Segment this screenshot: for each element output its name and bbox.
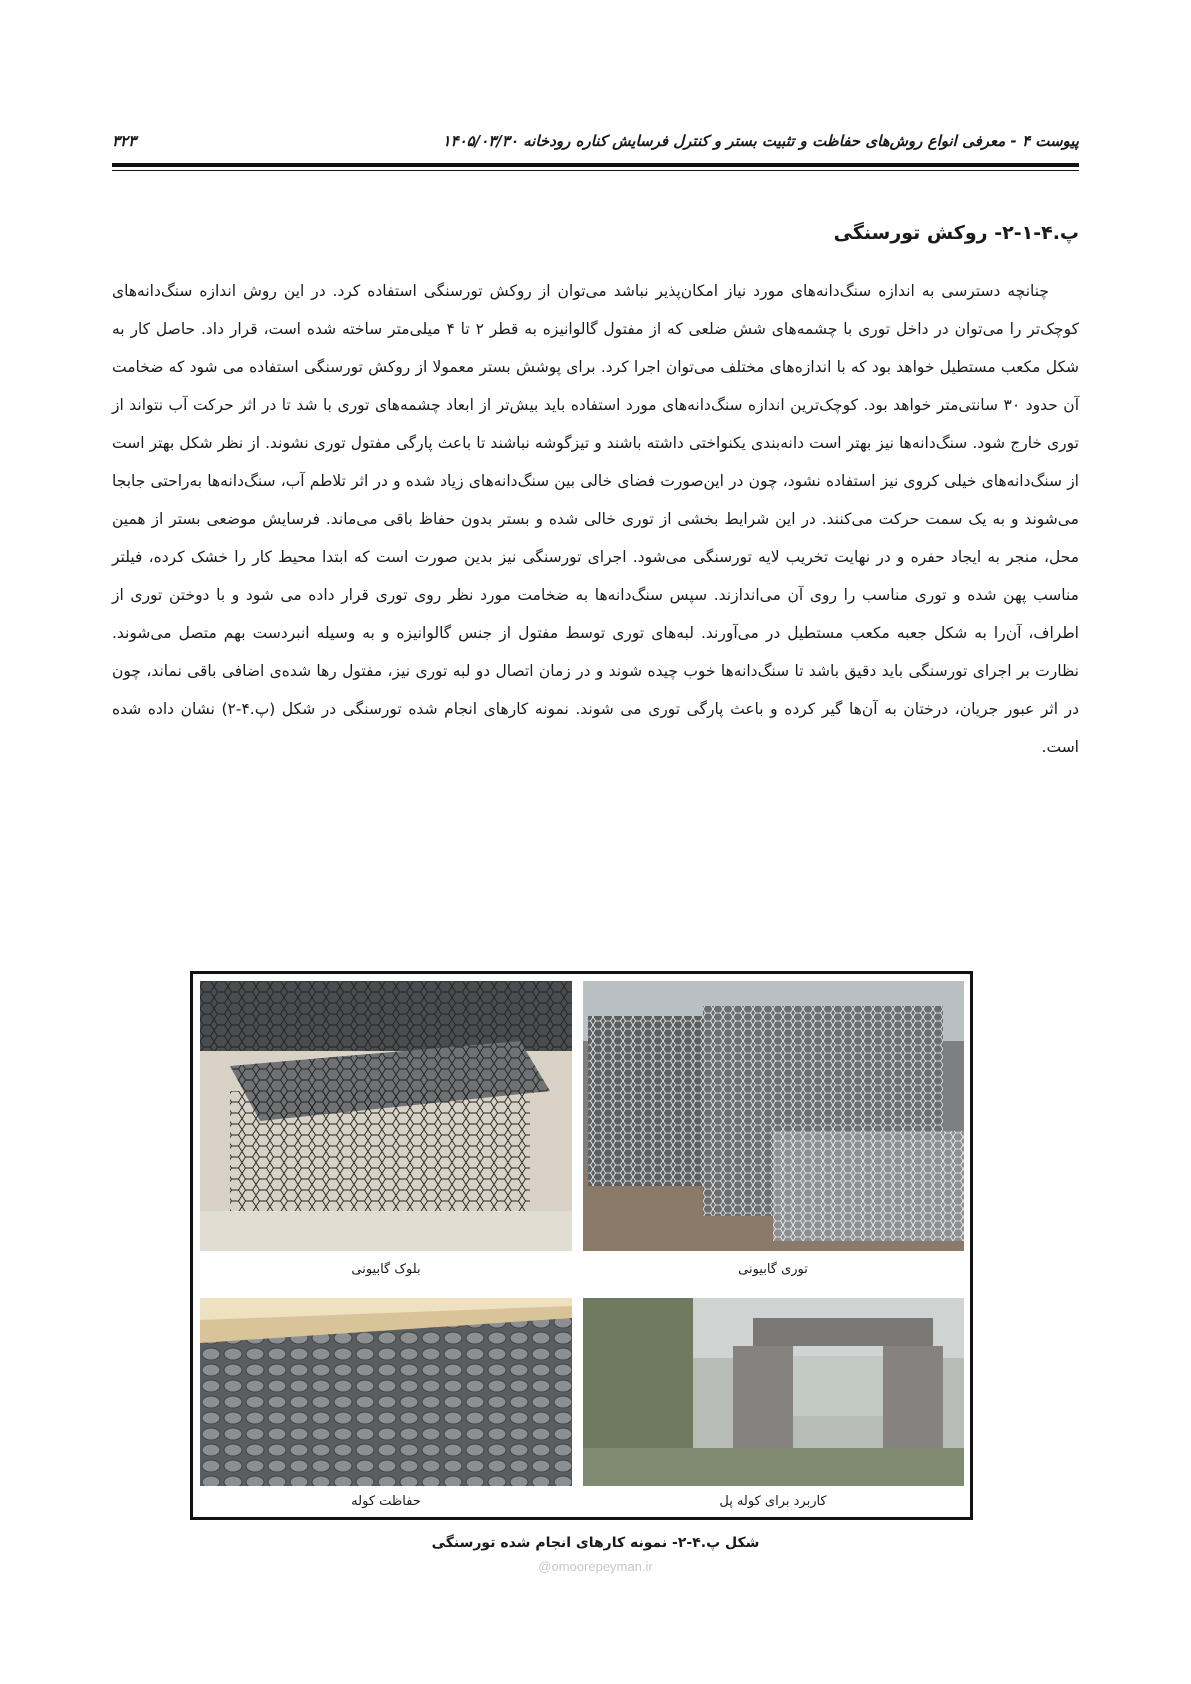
watermark: @omoorepeyman.ir	[538, 1559, 653, 1574]
header-title: پیوست ۴ - معرفی انواع روش‌های حفاظت و تثبیت بستر و کنترل فرسایش کناره رودخانه ۱۴۰۵/۰۳/۳۰	[442, 132, 1079, 150]
section-heading: پ.۴-۱-۲- روکش تورسنگی	[833, 222, 1079, 244]
page-number: ۳۲۳	[112, 132, 137, 150]
photo-bridge-abutment	[583, 1298, 964, 1486]
figure-caption: شکل پ.۴-۲- نمونه کارهای انجام شده تورسنگی	[431, 1535, 760, 1551]
header-rule-thin	[112, 170, 1079, 171]
body-paragraph: چنانچه دسترسی به اندازه سنگ‌دانه‌های مورد نیاز امکان‌پذیر نباشد می‌توان از روکش تورسنگی استفاده کرد. در این روش اندازه سنگ‌دانه‌های کوچک‌تر را می‌توان در داخل توری با چشمه‌های شش ضلعی که از مفتول گالوانیزه به قطر ۲ تا ۴ میلی‌متر ساخته شده است، قرار داد. حاصل کار به شکل مکعب مستطیل خواهد بود که با اندازه‌های مختلف می‌توان اجرا کرد. برای پوشش بستر معمولا از روکش تورسنگی استفاده می شود که ضخامت آن حدود ۳۰ سانتی‌متر خواهد بود. کوچک‌ترین اندازه سنگ‌دانه‌های مورد استفاده باید بیش‌تر از ابعاد چشمه‌های توری با شد تا در اثر حرکت آب نتواند از توری خارج شود. سنگ‌دانه‌ها نیز بهتر است دانه‌بندی یکنواختی داشته باشند و تیزگوشه نباشند تا باعث پارگی مفتول توری نشوند. از نظر شکل بهتر است از سنگ‌دانه‌های خیلی کروی نیز استفاده نشود، چون در این‌صورت فضای خالی بین سنگ‌دانه‌های زیاد شده و در اثر تلاطم آب، سنگ‌دانه‌ها به‌راحتی جابجا می‌شوند و به یک سمت حرکت می‌کنند. در این شرایط بخشی از توری خالی شده و بستر بدون حفاظ باقی می‌ماند. فرسایش موضعی بستر از همین محل، منجر به ایجاد حفره و در نهایت تخریب لایه تورسنگی می‌شود. اجرای تورسنگی نیز بدین صورت است که ابتدا محیط کار را خشک کرده، فیلتر مناسب پهن شده و توری مناسب را روی آن می‌اندازند. سپس سنگ‌دانه‌ها به ضخامت مورد نظر روی توری قرار داده می شود و با دوختن توری از اطراف، آن‌را به شکل جعبه مکعب مستطیل در می‌آورند. لبه‌های توری توسط مفتول از جنس گالوانیزه و به وسیله انبردست بهم متصل می‌شوند. نظارت بر اجرای تورسنگی باید دقیق باشد تا سنگ‌دانه‌ها خوب چیده شوند و در زمان اتصال دو لبه توری نیز، مفتول رها شده‌ی اضافی باقی نماند، چون در اثر عبور جریان، درختان به آن‌ها گیر کرده و باعث پارگی توری می شوند. نمونه کارهای انجام شده تورسنگی در شکل (پ.۴-۲) نشان داده شده است.	[112, 282, 1080, 756]
caption-gabion-block: بلوک گابیونی	[351, 1262, 421, 1277]
photo-gabion-block	[200, 981, 572, 1251]
header-rule-thick	[112, 163, 1079, 167]
page-header	[112, 128, 1079, 158]
caption-abutment-protection: حفاظت کوله	[351, 1494, 421, 1509]
photo-gabion-mesh	[583, 981, 964, 1251]
caption-gabion-mesh: توری گابیونی	[738, 1262, 808, 1277]
body-text	[112, 272, 1079, 766]
photo-abutment-protection	[200, 1298, 572, 1486]
caption-bridge-abutment: کاربرد برای کوله پل	[719, 1494, 827, 1509]
